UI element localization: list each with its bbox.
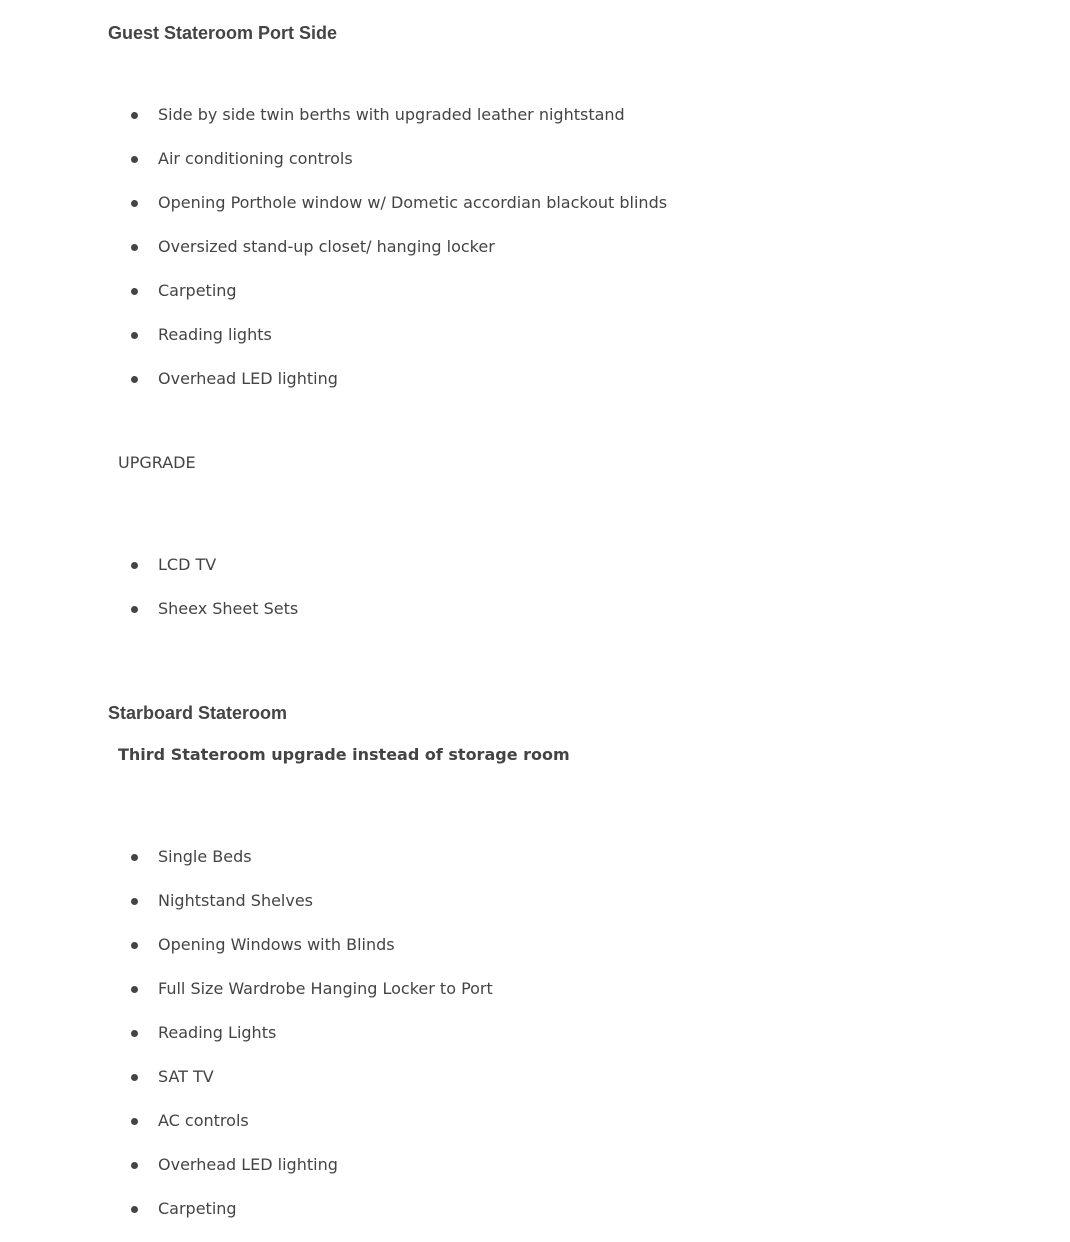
bullet-icon	[131, 1030, 138, 1037]
bullet-icon	[131, 606, 138, 613]
bullet-icon	[131, 200, 138, 207]
bullet-icon	[131, 288, 138, 295]
starboard-stateroom-heading: Starboard Stateroom	[108, 703, 288, 723]
bullet-icon	[131, 1162, 138, 1169]
bullet-icon	[131, 986, 138, 993]
port-stateroom-heading: Guest Stateroom Port Side	[108, 23, 338, 43]
bullet-icon	[131, 898, 138, 905]
bullet-icon	[131, 244, 138, 251]
bullet-icon	[131, 942, 138, 949]
starboard-subtitle: Third Stateroom upgrade instead of storage room	[118, 745, 570, 764]
bullet-icon	[131, 562, 138, 569]
document-page: Guest Stateroom Port Side Side by side twin berths with upgraded leather nightstand Air conditioning controls Opening Porthole window w/ Dometic accordian blackout blinds Oversized stand-up closet/ hanging locker Carpeting Reading lights Overhead LED lighting UPGRADE LCD TV Sheex Sheet Sets Starboard Stateroom Third Stateroom upgrade instead of storage room Single Beds Nightstand Shelves Opening Windows with Blinds Full Size Wardrobe Hanging Locker to Port Reading Lights SAT TV AC controls Overhead LED lighting Carpeting	[108, 23, 668, 1218]
bullet-icon	[131, 1074, 138, 1081]
bullet-icon	[131, 854, 138, 861]
bullet-icon	[131, 112, 138, 119]
bullet-icon	[131, 1206, 138, 1213]
bullet-icon	[131, 156, 138, 163]
bullet-icon	[131, 1118, 138, 1125]
bullet-icon	[131, 376, 138, 383]
bullet-icon	[131, 332, 138, 339]
upgrade-label: UPGRADE	[118, 453, 196, 472]
